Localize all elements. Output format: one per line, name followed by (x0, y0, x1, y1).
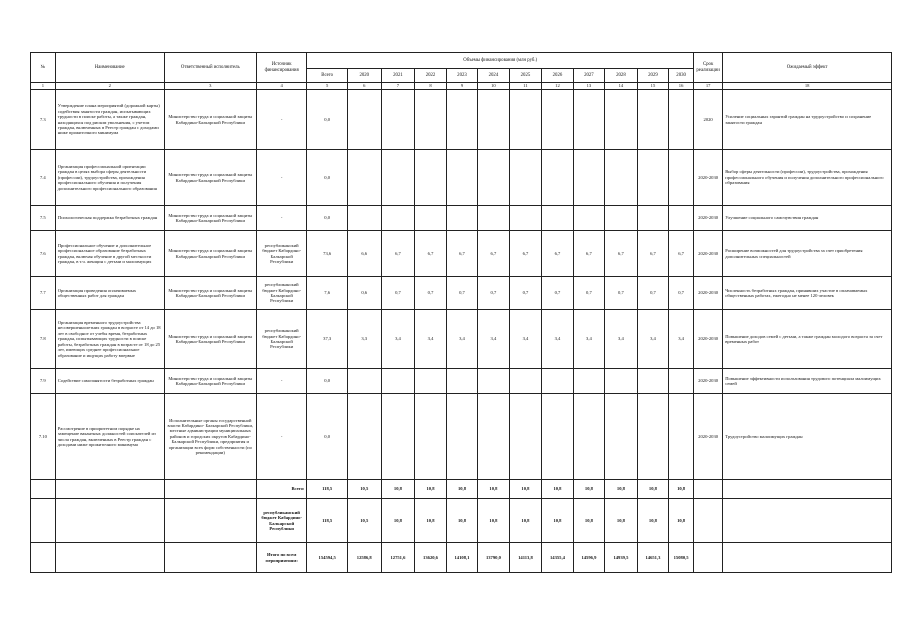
row-year-value (347, 90, 381, 150)
empty-cell (55, 499, 164, 543)
row-year-value (347, 369, 381, 394)
row-source: республиканский бюджет Кабардино-Балкарской Республики (256, 277, 307, 310)
row-name: Организация профессиональной ориентации граждан в целях выбора сферы деятельности (профессии), трудоустройства, прохождения профессионального обучения и получения дополнительного профессионального образования (55, 150, 164, 206)
totals-year-value: 10,8 (509, 480, 542, 499)
row-year-value: 0,7 (446, 277, 477, 310)
totals-year-value: 14355,4 (542, 543, 573, 573)
column-number-cell: 8 (415, 83, 446, 90)
totals-year-value: 10,8 (446, 480, 477, 499)
row-executor: Министерство труда и социальной защиты Кабардино-Балкарской Республики (164, 90, 256, 150)
row-name: Психологическая поддержка безработных граждан (55, 206, 164, 231)
row-year-value: 3,3 (347, 310, 381, 369)
year-header: 2030 (669, 69, 694, 83)
column-number-cell: 12 (542, 83, 573, 90)
row-executor: Исполнительные органы государственной власти Кабардино- Балкарской Республики, местные администрации муниципальных районов и городских округов Кабардино- Балкарской Республики, предприятия и организации всех форм собственности (по рекомендации) (164, 394, 256, 480)
row-term: 2020-2030 (694, 206, 723, 231)
year-header: 2028 (605, 69, 638, 83)
row-year-value (509, 369, 542, 394)
row-year-value (605, 369, 638, 394)
program-table (30, 52, 892, 573)
totals-year-value: 10,8 (605, 499, 638, 543)
empty-cell (55, 480, 164, 499)
totals-label: республиканский бюджет Кабардино-Балкарской Республики (256, 499, 307, 543)
row-year-value: 6,7 (605, 231, 638, 277)
row-effect: Улучшение социального самочувствия граждан (723, 206, 892, 231)
empty-cell (164, 543, 256, 573)
row-name: Профессиональное обучение и дополнительное профессиональное образование безработных граждан, включая обучение в другой местности граждан, в т.ч. женщин с детьми и малоимущих (55, 231, 164, 277)
row-executor: Министерство труда и социальной защиты Кабардино-Балкарской Республики (164, 310, 256, 369)
row-year-value: 6,7 (446, 231, 477, 277)
row-year-value (542, 394, 573, 480)
totals-year-value: 10,8 (542, 499, 573, 543)
row-year-value (573, 150, 604, 206)
column-number-cell: 11 (509, 83, 542, 90)
row-year-value (347, 150, 381, 206)
row-year-value (347, 394, 381, 480)
empty-cell (31, 499, 56, 543)
row-name: Содействие самозанятости безработных граждан (55, 369, 164, 394)
row-year-value (381, 369, 415, 394)
empty-cell (694, 499, 723, 543)
row-year-value (669, 394, 694, 480)
col-num-header: № (31, 53, 56, 83)
row-name: Утверждение плана мероприятий (дорожной карты) содействия занятости граждан, испытывающих трудности в поиске работы, а также граждан, находящихся под риском увольнения, с учетом граждан, включенных в Реестр граждан с доходами ниже прожиточного минимума (55, 90, 164, 150)
col-effect-header: Ожидаемый эффект (723, 53, 892, 83)
row-year-value: 6,7 (509, 231, 542, 277)
totals-year-value: 10,8 (669, 480, 694, 499)
col-total-header: Всего (307, 69, 347, 83)
column-number-cell: 9 (446, 83, 477, 90)
row-year-value (637, 394, 668, 480)
totals-year-value: 10,8 (637, 480, 668, 499)
row-source: - (256, 150, 307, 206)
row-executor: Министерство труда и социальной защиты Кабардино-Балкарской Республики (164, 206, 256, 231)
empty-cell (694, 543, 723, 573)
year-header: 2026 (542, 69, 573, 83)
table-row (31, 231, 892, 277)
totals-year-value: 14651,3 (637, 543, 668, 573)
row-year-value (415, 369, 446, 394)
row-year-value (573, 90, 604, 150)
totals-year-value: 10,8 (669, 499, 694, 543)
column-number-cell: 14 (605, 83, 638, 90)
table-row (31, 394, 892, 480)
totals-year-value: 14596,9 (573, 543, 604, 573)
totals-total: 154594,5 (307, 543, 347, 573)
row-year-value: 6,7 (669, 231, 694, 277)
row-year-value (446, 394, 477, 480)
row-effect: Выбор сферы деятельности (профессии), трудоустройства, прохождения профессионального обучения и получения дополнительного профессионального образования (723, 150, 892, 206)
row-year-value (381, 394, 415, 480)
row-year-value (446, 90, 477, 150)
row-year-value: 0,7 (605, 277, 638, 310)
totals-year-value: 12586,8 (347, 543, 381, 573)
row-year-value: 0,7 (542, 277, 573, 310)
totals-total: 118,5 (307, 480, 347, 499)
row-effect: Расширение возможностей для трудоустройства за счет приобретения дополнительных специальностей (723, 231, 892, 277)
row-year-value: 0,7 (573, 277, 604, 310)
row-year-value (605, 90, 638, 150)
row-year-value: 3,4 (637, 310, 668, 369)
row-number: 7.5 (31, 206, 56, 231)
totals-year-value: 10,8 (478, 499, 509, 543)
row-year-value: 6,7 (542, 231, 573, 277)
row-year-value: 6,7 (573, 231, 604, 277)
row-year-value: 0,7 (669, 277, 694, 310)
row-year-value: 0,7 (509, 277, 542, 310)
empty-cell (31, 543, 56, 573)
col-name-header: Наименование (55, 53, 164, 83)
row-year-value (669, 206, 694, 231)
table-row (31, 150, 892, 206)
table-row (31, 90, 892, 150)
totals-year-value: 12751,6 (381, 543, 415, 573)
row-year-value (573, 394, 604, 480)
volumes-header: Объемы финансирования (млн руб.) (307, 53, 694, 69)
row-year-value: 6,7 (415, 231, 446, 277)
column-number-cell: 2 (55, 83, 164, 90)
year-header: 2029 (637, 69, 668, 83)
column-number-cell: 3 (164, 83, 256, 90)
col-executor-header: Ответственный исполнитель (164, 53, 256, 83)
row-year-value (637, 150, 668, 206)
row-year-value: 0,7 (381, 277, 415, 310)
empty-cell (723, 499, 892, 543)
row-source: - (256, 394, 307, 480)
row-total: 73,6 (307, 231, 347, 277)
col-term-header: Срок реализации (694, 53, 723, 83)
row-year-value (478, 90, 509, 150)
row-number: 7.3 (31, 90, 56, 150)
row-year-value (415, 206, 446, 231)
totals-label: Итого по всем мероприятиям: (256, 543, 307, 573)
row-total: 0,0 (307, 90, 347, 150)
table-row (31, 310, 892, 369)
row-source: республиканский бюджет Кабардино-Балкарской Республики (256, 231, 307, 277)
row-year-value (637, 369, 668, 394)
empty-cell (31, 480, 56, 499)
row-year-value (605, 206, 638, 231)
column-number-cell: 13 (573, 83, 604, 90)
row-source: республиканский бюджет Кабардино-Балкарской Республики (256, 310, 307, 369)
row-year-value (509, 394, 542, 480)
row-total: 0,0 (307, 206, 347, 231)
row-executor: Министерство труда и социальной защиты Кабардино-Балкарской Республики (164, 369, 256, 394)
empty-cell (55, 543, 164, 573)
row-effect: Повышение эффективности использования трудового потенциала малоимущих семей (723, 369, 892, 394)
empty-cell (164, 499, 256, 543)
row-year-value (669, 369, 694, 394)
totals-year-value: 10,8 (415, 480, 446, 499)
row-term: 2020-2030 (694, 310, 723, 369)
row-effect: Усиление социальных гарантий граждан на трудоустройство и сохранение занятости граждан (723, 90, 892, 150)
row-source: - (256, 206, 307, 231)
row-term: 2020-2030 (694, 150, 723, 206)
year-header: 2027 (573, 69, 604, 83)
row-year-value (637, 206, 668, 231)
row-year-value (573, 369, 604, 394)
totals-year-value: 14939,5 (605, 543, 638, 573)
row-year-value (415, 394, 446, 480)
row-source: - (256, 369, 307, 394)
totals-year-value: 10,8 (509, 499, 542, 543)
table-row (31, 206, 892, 231)
row-effect: Трудоустройство малоимущих граждан (723, 394, 892, 480)
row-year-value (605, 150, 638, 206)
year-header: 2023 (446, 69, 477, 83)
row-year-value: 0,6 (347, 277, 381, 310)
row-year-value: 0,7 (637, 277, 668, 310)
row-year-value (542, 90, 573, 150)
column-number-cell: 6 (347, 83, 381, 90)
column-number-cell: 16 (669, 83, 694, 90)
row-year-value (446, 206, 477, 231)
row-term: 2020-2030 (694, 231, 723, 277)
row-year-value (509, 206, 542, 231)
empty-cell (723, 480, 892, 499)
row-year-value (542, 206, 573, 231)
totals-year-value: 10,5 (347, 480, 381, 499)
row-year-value (446, 150, 477, 206)
row-year-value (669, 150, 694, 206)
totals-year-value: 13620,6 (415, 543, 446, 573)
totals-year-value: 13790,0 (478, 543, 509, 573)
row-year-value (446, 369, 477, 394)
column-number-cell: 15 (637, 83, 668, 90)
row-number: 7.8 (31, 310, 56, 369)
column-number-cell: 7 (381, 83, 415, 90)
row-year-value (637, 90, 668, 150)
row-term: 2020-2030 (694, 369, 723, 394)
row-year-value (573, 206, 604, 231)
row-year-value (669, 90, 694, 150)
row-number: 7.6 (31, 231, 56, 277)
totals-year-value: 15080,5 (669, 543, 694, 573)
totals-year-value: 10,8 (573, 480, 604, 499)
row-year-value: 6,7 (478, 231, 509, 277)
totals-year-value: 10,8 (542, 480, 573, 499)
row-year-value (478, 369, 509, 394)
totals-year-value: 10,8 (381, 480, 415, 499)
row-year-value (478, 206, 509, 231)
row-year-value (542, 369, 573, 394)
row-effect: Численность безработных граждан, принявших участие в оплачиваемых общественных работах, ежегодно не менее 120 человек (723, 277, 892, 310)
totals-year-value: 10,8 (381, 499, 415, 543)
year-header: 2021 (381, 69, 415, 83)
row-name: Рассмотрение в приоритетном порядке на замещение вакантных должностей соискателей из числа граждан, включенных в Реестр граждан с доходами ниже прожиточного минимума (55, 394, 164, 480)
row-year-value: 3,4 (415, 310, 446, 369)
col-source-header: Источник финансирования (256, 53, 307, 83)
totals-year-value: 10,8 (637, 499, 668, 543)
year-header: 2022 (415, 69, 446, 83)
row-total: 0,0 (307, 394, 347, 480)
totals-year-value: 10,8 (605, 480, 638, 499)
row-year-value: 3,4 (605, 310, 638, 369)
year-header: 2024 (478, 69, 509, 83)
row-year-value: 3,4 (381, 310, 415, 369)
row-year-value: 3,4 (509, 310, 542, 369)
row-number: 7.4 (31, 150, 56, 206)
row-source: - (256, 90, 307, 150)
row-year-value: 0,7 (415, 277, 446, 310)
row-year-value (509, 150, 542, 206)
row-year-value (605, 394, 638, 480)
column-number-row (31, 83, 892, 90)
row-number: 7.7 (31, 277, 56, 310)
column-number-cell: 10 (478, 83, 509, 90)
row-executor: Министерство труда и социальной защиты Кабардино-Балкарской Республики (164, 231, 256, 277)
row-year-value (478, 150, 509, 206)
row-number: 7.10 (31, 394, 56, 480)
row-year-value: 0,7 (478, 277, 509, 310)
row-year-value (381, 150, 415, 206)
row-year-value (542, 150, 573, 206)
column-number-cell: 5 (307, 83, 347, 90)
column-number-cell: 4 (256, 83, 307, 90)
row-year-value: 3,4 (478, 310, 509, 369)
totals-year-value: 10,5 (347, 499, 381, 543)
row-year-value (509, 90, 542, 150)
row-year-value: 3,4 (446, 310, 477, 369)
row-executor: Министерство труда и социальной защиты Кабардино-Балкарской Республики (164, 277, 256, 310)
totals-year-value: 10,8 (446, 499, 477, 543)
totals-row (31, 499, 892, 543)
row-year-value (347, 206, 381, 231)
row-name: Организация проведения оплачиваемых общественных работ для граждан (55, 277, 164, 310)
row-year-value: 3,4 (669, 310, 694, 369)
column-number-cell: 18 (723, 83, 892, 90)
row-year-value: 6,7 (637, 231, 668, 277)
row-year-value (381, 90, 415, 150)
row-effect: Повышение доходов семей с детьми, а также граждан молодого возраста за счет временных работ (723, 310, 892, 369)
row-year-value: 6,6 (347, 231, 381, 277)
row-year-value: 3,4 (573, 310, 604, 369)
table-row (31, 369, 892, 394)
row-year-value (381, 206, 415, 231)
row-total: 7,6 (307, 277, 347, 310)
row-year-value (415, 90, 446, 150)
totals-total: 118,5 (307, 499, 347, 543)
totals-label: Всего: (256, 480, 307, 499)
totals-year-value: 10,8 (478, 480, 509, 499)
totals-year-value: 14108,1 (446, 543, 477, 573)
table-row (31, 277, 892, 310)
empty-cell (164, 480, 256, 499)
row-term: 2020-2030 (694, 277, 723, 310)
year-header: 2020 (347, 69, 381, 83)
row-year-value (415, 150, 446, 206)
row-total: 37,3 (307, 310, 347, 369)
row-term: 2020 (694, 90, 723, 150)
totals-year-value: 10,8 (573, 499, 604, 543)
row-year-value: 3,4 (542, 310, 573, 369)
empty-cell (723, 543, 892, 573)
totals-row (31, 480, 892, 499)
totals-row (31, 543, 892, 573)
totals-year-value: 10,8 (415, 499, 446, 543)
row-total: 0,0 (307, 150, 347, 206)
empty-cell (694, 480, 723, 499)
row-number: 7.9 (31, 369, 56, 394)
row-name: Организация временного трудоустройства несовершеннолетних граждан в возрасте от 14 до 18 лет в свободное от учебы время, безработных граждан, испытывающих трудности в поиске работы, безработных граждан в возрасте от 18 до 25 лет, имеющих среднее профессиональное образование и ищущих работу впервые (55, 310, 164, 369)
row-total: 0,0 (307, 369, 347, 394)
column-number-cell: 17 (694, 83, 723, 90)
year-header: 2025 (509, 69, 542, 83)
row-term: 2020-2030 (694, 394, 723, 480)
row-year-value: 6,7 (381, 231, 415, 277)
row-executor: Министерство труда и социальной защиты Кабардино-Балкарской Республики (164, 150, 256, 206)
column-number-cell: 1 (31, 83, 56, 90)
totals-year-value: 14113,8 (509, 543, 542, 573)
row-year-value (478, 394, 509, 480)
